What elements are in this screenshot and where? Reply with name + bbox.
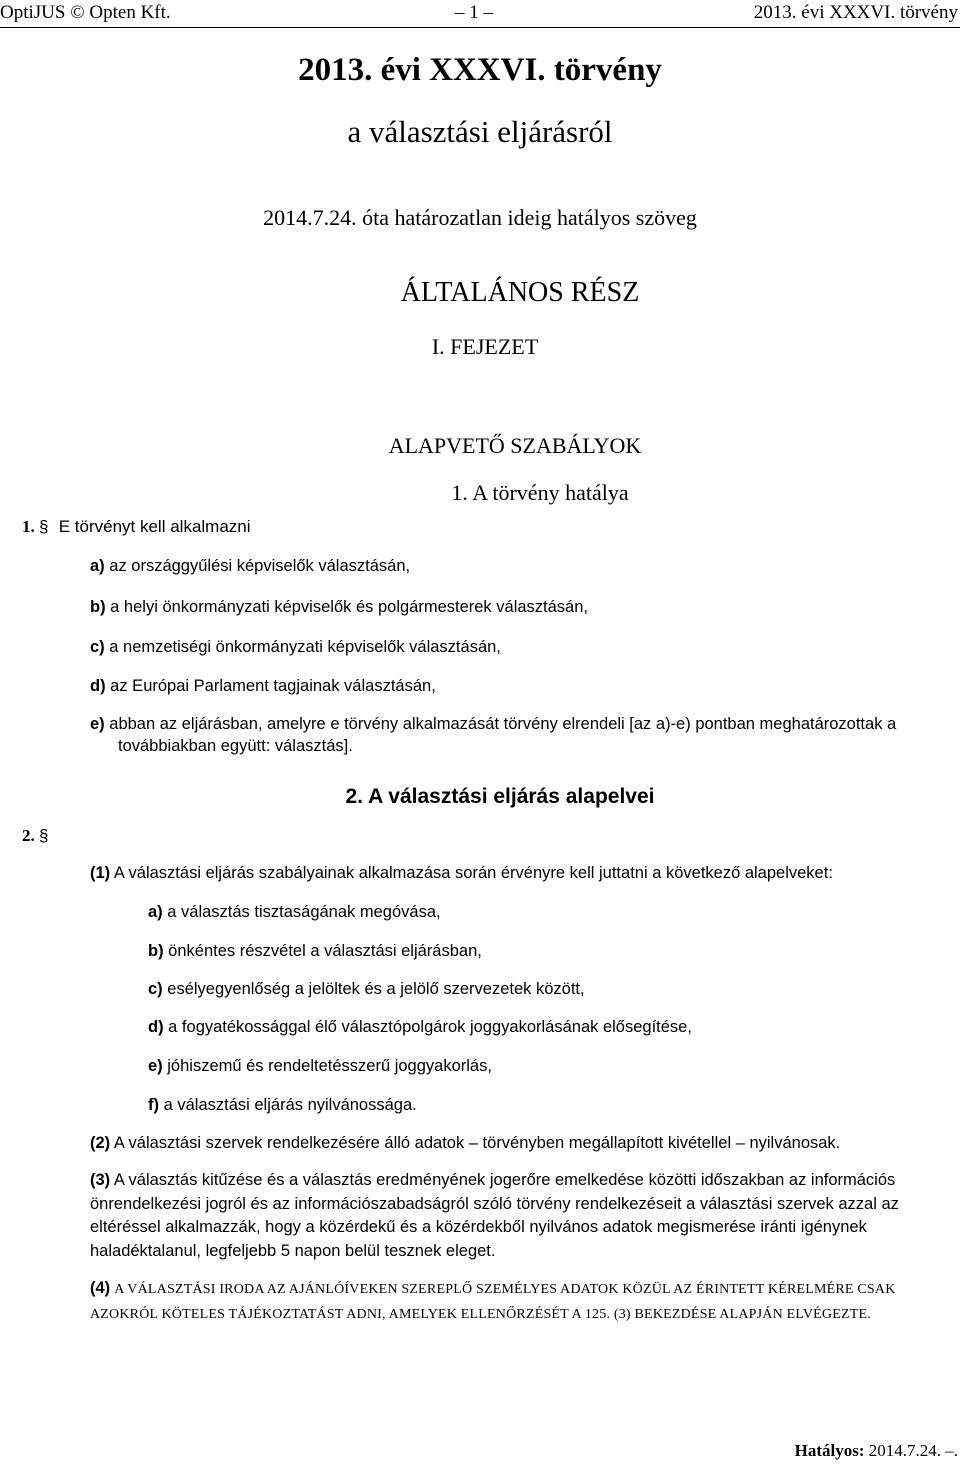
footer-label: Hatályos:: [794, 1441, 865, 1460]
list-item: [148, 1018, 692, 1037]
item-text: a választási eljárás nyilvánossága.: [163, 1096, 417, 1114]
paragraph-text: A választási szervek rendelkezésére álló adatok – törvényben megállapított kivétellel – nyilvánosak.: [113, 1134, 841, 1152]
item-label: c): [148, 980, 163, 998]
section-2-heading: [22, 826, 48, 846]
list-item: [148, 980, 585, 999]
item-text: a választás tisztaságának megóvása,: [167, 903, 441, 921]
paragraph-number: (1): [90, 864, 111, 882]
header-page-number: – 1 –: [455, 2, 493, 23]
item-label: a): [148, 903, 163, 921]
header-law-title: 2013. évi XXXVI. törvény: [753, 2, 958, 23]
list-item: [148, 903, 441, 922]
paragraph-number: (3): [90, 1171, 111, 1189]
item-label: e): [90, 715, 105, 733]
item-text: az országgyűlési képviselők választásán,: [109, 557, 411, 575]
section-symbol: §: [39, 826, 49, 845]
law-subtitle: a választási eljárásról: [347, 114, 613, 149]
list-item: [90, 713, 940, 757]
item-text: abban az eljárásban, amelyre e törvény alkalmazását törvény elrendeli [az a)-e) pontban meghatározottak a továbbiakban együtt: választás].: [109, 715, 897, 755]
item-label: c): [90, 638, 105, 656]
item-text: jóhiszemű és rendeltetésszerű joggyakorlás,: [167, 1057, 492, 1075]
header-divider: [0, 27, 960, 28]
paragraph-text: A választás kitűzése és a választás eredményének jogerőre emelkedése közötti időszakban az információs önrendelkezési jogról és az információszabadságról szóló törvény rendelkezéseit a választási szervek azzal az eltéréssel alkalmazzák, hogy a közérdekű és a közérdekből nyilvános adatok megismerése iránti igénynek haladéktalanul, legfeljebb 5 napon belül tesznek eleget.: [90, 1171, 899, 1260]
section-number: 2.: [22, 826, 35, 845]
item-text: a helyi önkormányzati képviselők és polgármesterek választásán,: [110, 598, 588, 616]
paragraph-text: A választási eljárás szabályainak alkalmazása során érvényre kell juttatni a következő alapelveket:: [113, 864, 833, 882]
item-label: b): [90, 598, 106, 616]
paragraph-number: (2): [90, 1134, 111, 1152]
item-label: d): [148, 1018, 164, 1036]
footer-date: 2014.7.24. –.: [868, 1441, 958, 1460]
chapter-heading: I. FEJEZET: [431, 334, 539, 359]
list-item: [90, 557, 410, 576]
section-number: 1.: [22, 517, 35, 536]
list-item: [90, 598, 588, 617]
paragraph-3: [90, 1169, 940, 1263]
paragraph-1: [90, 864, 940, 883]
validity-note: 2014.7.24. óta határozatlan ideig hatályos szöveg: [263, 205, 697, 230]
paragraph-number: (4): [90, 1279, 111, 1297]
item-label: d): [90, 677, 106, 695]
header-publisher: OptiJUS © Opten Kft.: [0, 2, 171, 23]
footer-validity: [795, 1441, 958, 1461]
item-text: a fogyatékossággal élő választópolgárok joggyakorlásának elősegítése,: [168, 1018, 692, 1036]
section-symbol: §: [39, 517, 49, 536]
subtitle-1: 1. A törvény hatálya: [451, 480, 629, 505]
list-item: [90, 638, 501, 657]
list-item: [90, 677, 436, 696]
paragraph-2: [90, 1134, 940, 1153]
section-intro: E törvényt kell alkalmazni: [58, 517, 251, 536]
item-text: a nemzetiségi önkormányzati képviselők választásán,: [109, 638, 501, 656]
list-item: [148, 1096, 417, 1115]
item-text: esélyegyenlőség a jelöltek és a jelölő szervezetek között,: [167, 980, 585, 998]
subtitle-2: 2. A választási eljárás alapelvei: [345, 785, 655, 808]
item-label: f): [148, 1096, 159, 1114]
part-heading: ÁLTALÁNOS RÉSZ: [400, 277, 640, 308]
list-item: [148, 942, 482, 961]
list-item: [148, 1057, 492, 1076]
item-text: az Európai Parlament tagjainak választásán,: [110, 677, 436, 695]
item-label: a): [90, 557, 105, 575]
item-label: b): [148, 942, 164, 960]
paragraph-text: A VÁLASZTÁSI IRODA AZ AJÁNLÓÍVEKEN SZEREPLŐ SZEMÉLYES ADATOK KÖZÜL AZ ÉRINTETT KÉRELMÉRE CSAK AZOKRÓL KÖTELES TÁJÉKOZTATÁST ADNI, AMELYEK ELLENŐRZÉSÉT A 125. (3) BEKEZDÉSE ALAPJÁN ELVÉGEZTE.: [90, 1282, 896, 1322]
chapter-title: ALAPVETŐ SZABÁLYOK: [388, 433, 642, 458]
section-1-heading: [22, 517, 251, 537]
paragraph-4: [90, 1276, 940, 1326]
item-label: e): [148, 1057, 163, 1075]
law-title: 2013. évi XXXVI. törvény: [298, 52, 662, 88]
item-text: önkéntes részvétel a választási eljárásban,: [168, 942, 482, 960]
